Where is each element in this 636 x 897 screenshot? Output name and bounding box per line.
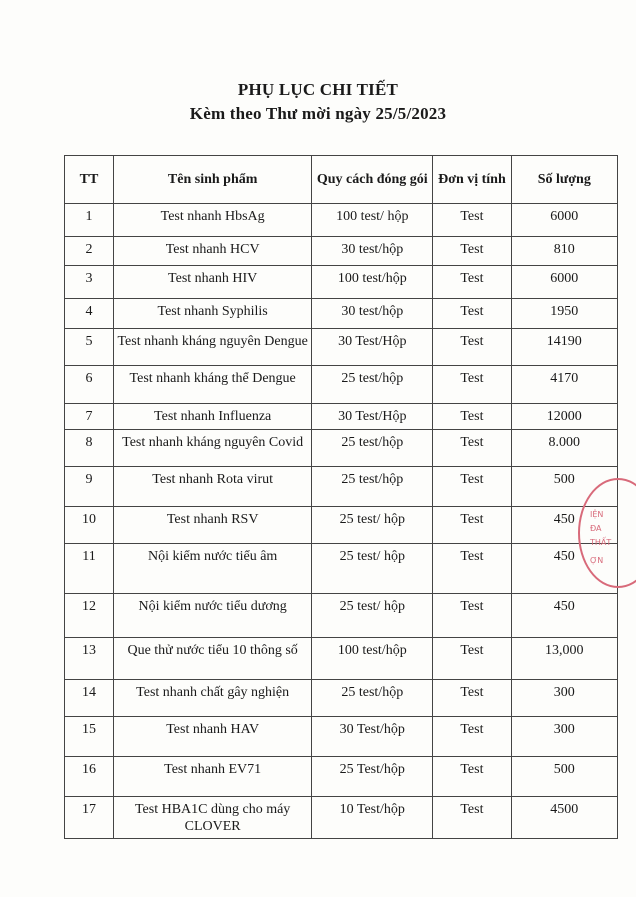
unit-cell: Test	[433, 680, 511, 717]
unit-cell: Test	[433, 266, 511, 299]
row-number-cell: 14	[65, 680, 114, 717]
quantity-cell: 450	[511, 507, 617, 544]
table-row	[65, 594, 618, 638]
unit-cell: Test	[433, 594, 511, 638]
quantity-cell: 6000	[511, 266, 617, 299]
packaging-cell: 25 test/ hộp	[312, 594, 433, 638]
product-name-cell: Test nhanh kháng nguyên Dengue	[114, 329, 312, 366]
header-pack: Quy cách đóng gói	[312, 156, 433, 204]
quantity-cell: 4500	[511, 797, 617, 839]
unit-cell: Test	[433, 507, 511, 544]
row-number-cell: 13	[65, 638, 114, 680]
stamp-line: ĐA	[590, 524, 602, 533]
packaging-cell: 30 Test/Hộp	[312, 404, 433, 430]
packaging-cell: 100 test/hộp	[312, 638, 433, 680]
packaging-cell: 100 test/ hộp	[312, 204, 433, 237]
packaging-cell: 100 test/hộp	[312, 266, 433, 299]
row-number-cell: 9	[65, 467, 114, 507]
row-number-cell: 16	[65, 757, 114, 797]
quantity-cell: 810	[511, 237, 617, 266]
product-table	[64, 155, 618, 839]
table-row	[65, 366, 618, 404]
quantity-cell: 450	[511, 544, 617, 594]
quantity-cell: 6000	[511, 204, 617, 237]
quantity-cell: 500	[511, 757, 617, 797]
row-number-cell: 17	[65, 797, 114, 839]
product-name-cell: Test nhanh HbsAg	[114, 204, 312, 237]
packaging-cell: 30 Test/Hộp	[312, 329, 433, 366]
packaging-cell: 30 Test/hộp	[312, 717, 433, 757]
table-row	[65, 329, 618, 366]
unit-cell: Test	[433, 467, 511, 507]
packaging-cell: 25 test/hộp	[312, 366, 433, 404]
row-number-cell: 1	[65, 204, 114, 237]
quantity-cell: 12000	[511, 404, 617, 430]
row-number-cell: 2	[65, 237, 114, 266]
stamp-line: THẤT	[590, 538, 612, 547]
table-row	[65, 797, 618, 839]
table-row	[65, 404, 618, 430]
product-name-cell: Test nhanh Syphilis	[114, 299, 312, 329]
row-number-cell: 8	[65, 430, 114, 467]
row-number-cell: 4	[65, 299, 114, 329]
unit-cell: Test	[433, 544, 511, 594]
packaging-cell: 25 test/ hộp	[312, 544, 433, 594]
row-number-cell: 3	[65, 266, 114, 299]
table-row	[65, 638, 618, 680]
quantity-cell: 1950	[511, 299, 617, 329]
unit-cell: Test	[433, 329, 511, 366]
unit-cell: Test	[433, 299, 511, 329]
table-header-row	[65, 156, 618, 204]
table-row	[65, 680, 618, 717]
packaging-cell: 25 test/hộp	[312, 680, 433, 717]
table-row	[65, 717, 618, 757]
packaging-cell: 25 test/hộp	[312, 467, 433, 507]
product-name-cell: Test nhanh Rota virut	[114, 467, 312, 507]
unit-cell: Test	[433, 404, 511, 430]
stamp-line: IỆN	[590, 510, 604, 519]
quantity-cell: 500	[511, 467, 617, 507]
quantity-cell: 8.000	[511, 430, 617, 467]
row-number-cell: 6	[65, 366, 114, 404]
quantity-cell: 300	[511, 717, 617, 757]
table-row	[65, 757, 618, 797]
packaging-cell: 25 test/ hộp	[312, 507, 433, 544]
quantity-cell: 300	[511, 680, 617, 717]
packaging-cell: 10 Test/hộp	[312, 797, 433, 839]
unit-cell: Test	[433, 204, 511, 237]
product-name-cell: Test nhanh HAV	[114, 717, 312, 757]
table-row	[65, 467, 618, 507]
product-name-cell: Nội kiểm nước tiểu âm	[114, 544, 312, 594]
table-row	[65, 507, 618, 544]
packaging-cell: 25 test/hộp	[312, 430, 433, 467]
quantity-cell: 14190	[511, 329, 617, 366]
product-name-cell: Nội kiểm nước tiểu dương	[114, 594, 312, 638]
table-row	[65, 430, 618, 467]
row-number-cell: 12	[65, 594, 114, 638]
unit-cell: Test	[433, 757, 511, 797]
product-name-cell: Test nhanh Influenza	[114, 404, 312, 430]
page-subtitle: Kèm theo Thư mời ngày 25/5/2023	[189, 104, 447, 123]
product-name-cell: Test nhanh kháng nguyên Covid	[114, 430, 312, 467]
row-number-cell: 15	[65, 717, 114, 757]
product-name-cell: Test nhanh kháng thể Dengue	[114, 366, 312, 404]
product-name-cell: Test nhanh chất gây nghiện	[114, 680, 312, 717]
header-qty: Số lượng	[511, 156, 617, 204]
quantity-cell: 13,000	[511, 638, 617, 680]
product-name-cell: Test nhanh HIV	[114, 266, 312, 299]
unit-cell: Test	[433, 430, 511, 467]
header-unit: Đơn vị tính	[433, 156, 511, 204]
row-number-cell: 5	[65, 329, 114, 366]
packaging-cell: 30 test/hộp	[312, 299, 433, 329]
header-name: Tên sinh phẩm	[114, 156, 312, 204]
row-number-cell: 7	[65, 404, 114, 430]
unit-cell: Test	[433, 797, 511, 839]
header-tt: TT	[65, 156, 114, 204]
unit-cell: Test	[433, 237, 511, 266]
packaging-cell: 25 Test/hộp	[312, 757, 433, 797]
stamp-line: ỢN	[590, 556, 604, 565]
quantity-cell: 4170	[511, 366, 617, 404]
quantity-cell: 450	[511, 594, 617, 638]
page-title: PHỤ LỤC CHI TIẾT	[237, 80, 399, 99]
table-row	[65, 544, 618, 594]
table-row	[65, 299, 618, 329]
product-name-cell: Test nhanh RSV	[114, 507, 312, 544]
product-name-cell: Test nhanh HCV	[114, 237, 312, 266]
packaging-cell: 30 test/hộp	[312, 237, 433, 266]
unit-cell: Test	[433, 366, 511, 404]
table-row	[65, 237, 618, 266]
table-row	[65, 204, 618, 237]
row-number-cell: 11	[65, 544, 114, 594]
product-name-cell: Que thử nước tiểu 10 thông số	[114, 638, 312, 680]
product-name-cell: Test HBA1C dùng cho máy CLOVER	[114, 797, 312, 839]
unit-cell: Test	[433, 717, 511, 757]
row-number-cell: 10	[65, 507, 114, 544]
product-name-cell: Test nhanh EV71	[114, 757, 312, 797]
table-row	[65, 266, 618, 299]
unit-cell: Test	[433, 638, 511, 680]
